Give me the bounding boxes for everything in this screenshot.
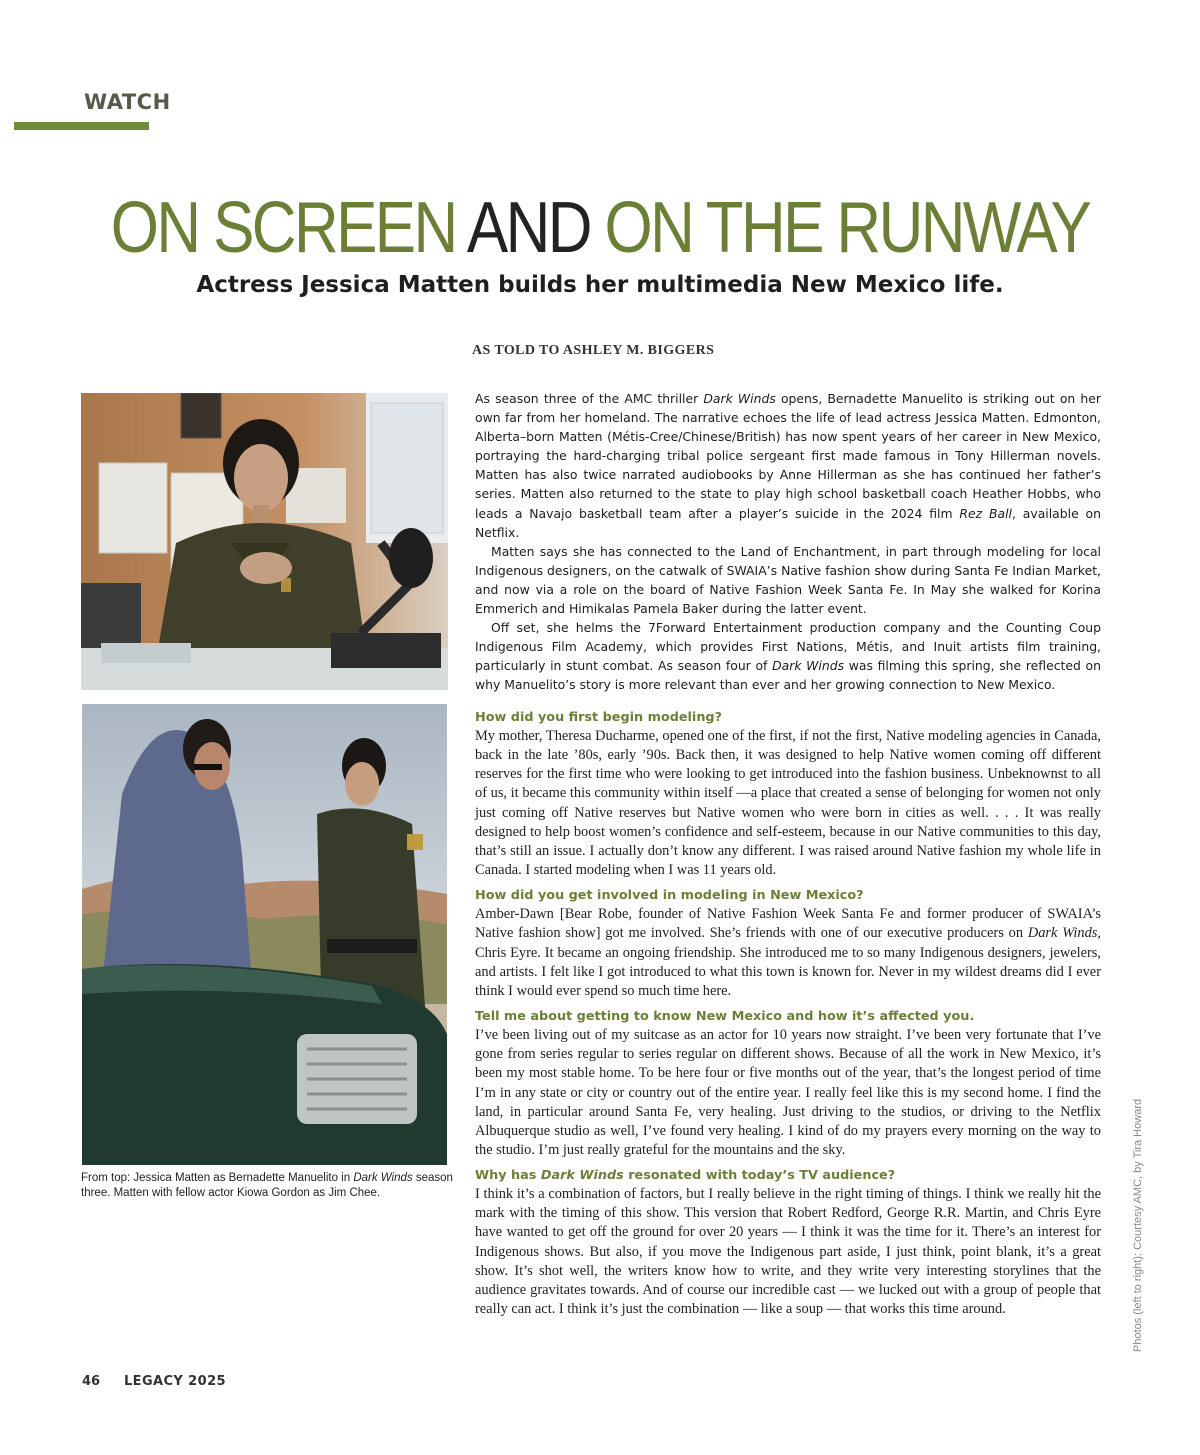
section-rule [14,122,149,130]
intro-text [475,389,1101,695]
answer: I’ve been living out of my suitcase as an actor for 10 years now straight. I’ve been very fortunate that I’ve gone from series regular to series regular on different shows. Because of all the work in New Mexico, it’s been my most stable home. To be here four or five months out of the year, that’s the longest period of time I’m in any state or city or country out of the entire year. I really feel like this is my second home. I find the land, in particular around Santa Fe, very healing. Just driving to the studios, or driving to the Netflix Albuquerque studio as well, I’ve found very healing. I kind of do my prayers every morning on the way to the studio. I’m just really grateful for the mountains and the sky. [475,1027,1101,1158]
section-label: WATCH [84,90,171,114]
photo-caption: From top: Jessica Matten as Bernadette Manuelito in Dark Winds season three. Matten with fellow actor Kiowa Gordon as Jim Chee. [81,1172,453,1199]
intro-paragraph: Matten says she has connected to the Land of Enchantment, in part through modeling for local Indigenous designers, on the catwalk of SWAIA’s Native fashion show during Santa Fe Indian Market, and now via a role on the board of Native Fashion Week Santa Fe. In May she walked for Korina Emmerich and Himikalas Pamela Baker during the latter event. [475,543,1101,617]
intro-paragraph: Off set, she helms the 7Forward Entertainment production company and the Counting Coup Indigenous Film Academy, which provides First Nations, Métis, and Inuit artists film training, particularly in stunt combat. As season four of Dark Winds was filming this spring, she reflected on why Manuelito’s story is more relevant than ever and her growing connection to New Mexico. [475,620,1101,693]
headline [84,190,1116,266]
photo-office-scene [81,393,448,690]
deck: Actress Jessica Matten builds her multimedia New Mexico life. [196,272,1004,298]
question: How did you first begin modeling? [475,710,723,725]
qa-section [475,708,1101,1325]
answer: Amber-Dawn [Bear Robe, founder of Native Fashion Week Santa Fe and former producer of SWAIA’s Native fashion show] got me involved. She’s friends with one of our executive producers on Dark Winds, Chris Eyre. It became an ongoing friendship. She introduced me to so many Indigenous designers, jewelers, and artists. I felt like I got introduced to what this town is known for. Never in my wildest dreams did I ever think I would ever spend so much time here. [475,906,1101,999]
photo-outdoor-scene [82,704,447,1165]
question: How did you get involved in modeling in New Mexico? [475,888,864,904]
headline-part-3: ON THE RUNWAY [604,188,1090,268]
headline-part-2: AND [455,188,605,268]
question: Tell me about getting to know New Mexico and how it’s affected you. [475,1009,975,1025]
byline: AS TOLD TO ASHLEY M. BIGGERS [472,343,715,358]
intro-paragraph: As season three of the AMC thriller Dark Winds opens, Bernadette Manuelito is striking out on her own far from her homeland. The narrative echoes the life of lead actress Jessica Matten. Edmonton, Alberta–born Matten (Métis-Cree/Chinese/British) has now spent years of her career in New Mexico, portraying the hard-charging tribal police sergeant first made famous in Tony Hillerman novels. Matten has also twice narrated audiobooks by Anne Hillerman as she has continued her father’s series. Matten also returned to the state to play high school basketball coach Heather Hobbs, who leads a Navajo basketball team after a player’s suicide in the 2024 film Rez Ball, available on Netflix. [475,391,1101,540]
answer: My mother, Theresa Ducharme, opened one of the first, if not the first, Native modeling agencies in Canada, back in the late ’80s, early ’90s. Back then, it was designed to help Native women coming off different reserves for the first time who were looking to get introduced into the fashion business. Unbeknownst to all of us, it became this community within itself —a place that created a sense of belonging for women not only just coming off Native reserves but Native women who were born in cities as well. . . . It was really designed to help boost women’s confidence and self-esteem, because in our Native communities to this day, that’s still an issue. I actually don’t know any different. I was raised around Native fashion my whole life in Canada. I started modeling when I was 11 years old. [475,728,1101,879]
publication-name: LEGACY 2025 [124,1374,226,1389]
question: Why has Dark Winds resonated with today’s TV audience? [475,1168,896,1184]
answer: I think it’s a combination of factors, but I really believe in the right timing of things. I think we really hit the mark with the timing of this show. This version that Robert Redford, George R.R. Martin, and Chris Eyre have wanted to get off the ground for over 20 years — I think it was the time for it. There’s an interest for Indigenous shows. But also, if you move the Indigenous part aside, I just think, point blank, it’s a great show. It’s shot well, the writers know how to write, and they write very interesting storylines that the audience gravitates towards. And of course our incredible cast — we lucked out with a group of people that really can act. I think it’s just the combination — like a soup — that works this time around. [475,1186,1101,1318]
page-number: 46 [82,1374,101,1389]
headline-part-1: ON SCREEN [110,188,456,268]
photo-credit: Photos (left to right): Courtesy AMC, by Tira Howard [1132,1098,1144,1352]
